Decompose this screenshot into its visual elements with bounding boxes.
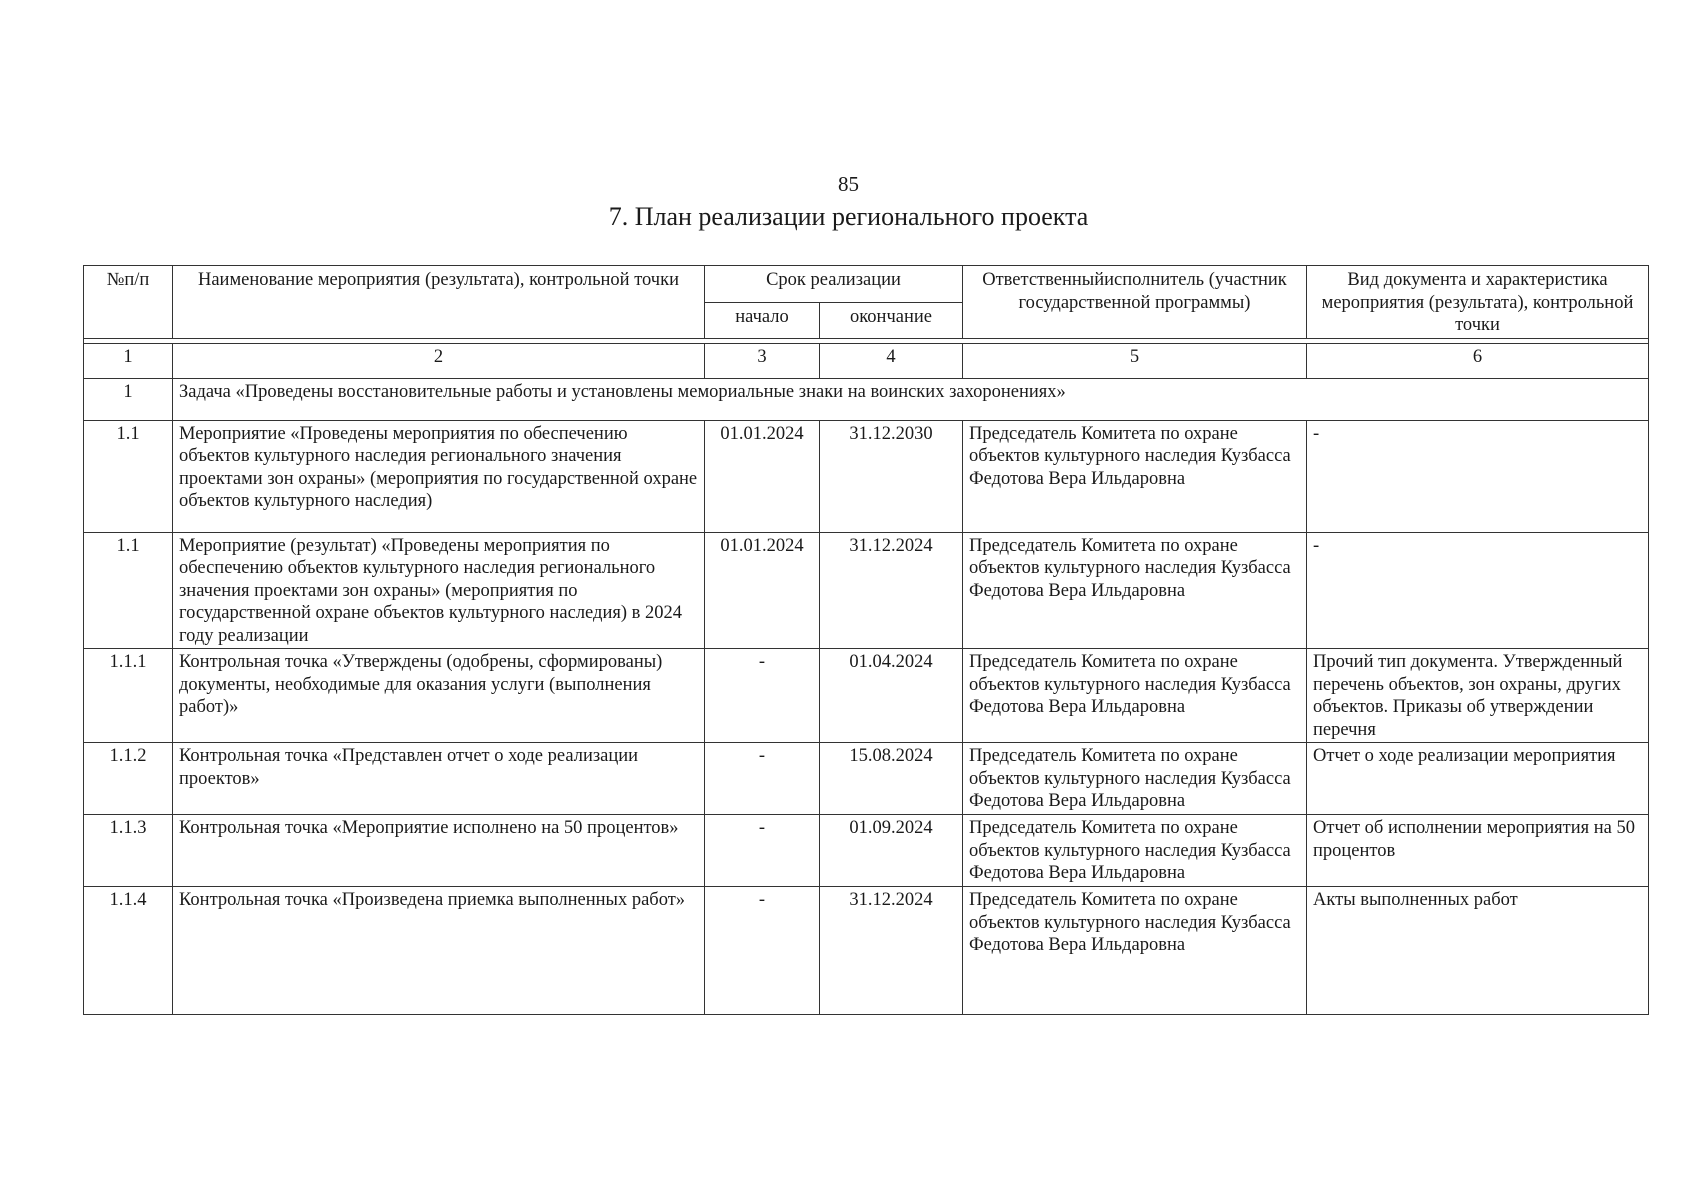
- table-row: [84, 532, 1649, 649]
- table-row: [84, 887, 1649, 1015]
- row-name: Мероприятие «Проведены мероприятия по обеспечению объектов культурного наследия регионального значения проектами зон охраны» (мероприятия по государственной охране объектов культурного наследия): [173, 420, 705, 532]
- row-num: 1.1.4: [84, 887, 173, 1015]
- column-number: 4: [820, 343, 963, 378]
- row-name: Контрольная точка «Представлен отчет о ходе реализации проектов»: [173, 743, 705, 815]
- column-number: 5: [963, 343, 1307, 378]
- row-num: 1.1: [84, 532, 173, 649]
- row-num: 1.1.1: [84, 649, 173, 743]
- row-responsible: Председатель Комитета по охране объектов культурного наследия Кузбасса Федотова Вера Ильдаровна: [963, 532, 1307, 649]
- header-end: окончание: [820, 302, 963, 338]
- row-end: 15.08.2024: [820, 743, 963, 815]
- row-start: -: [705, 743, 820, 815]
- row-responsible: Председатель Комитета по охране объектов культурного наследия Кузбасса Федотова Вера Ильдаровна: [963, 743, 1307, 815]
- page-title: 7. План реализации регионального проекта: [608, 202, 1089, 231]
- header-num: №п/п: [84, 266, 173, 339]
- table-row: [84, 420, 1649, 532]
- column-number: 1: [84, 343, 173, 378]
- table-body: [84, 343, 1649, 1015]
- task-text: Задача «Проведены восстановительные работы и установлены мемориальные знаки на воинских захоронениях»: [173, 378, 1649, 420]
- row-responsible: Председатель Комитета по охране объектов культурного наследия Кузбасса Федотова Вера Ильдаровна: [963, 887, 1307, 1015]
- row-end: 31.12.2024: [820, 532, 963, 649]
- row-name: Контрольная точка «Произведена приемка выполненных работ»: [173, 887, 705, 1015]
- row-doc: -: [1307, 420, 1649, 532]
- column-number: 2: [173, 343, 705, 378]
- column-number: 6: [1307, 343, 1649, 378]
- page-number: 85: [838, 172, 859, 196]
- row-name: Контрольная точка «Утверждены (одобрены, сформированы) документы, необходимые для оказания услуги (выполнения работ)»: [173, 649, 705, 743]
- row-doc: -: [1307, 532, 1649, 649]
- column-numbers-row: [84, 343, 1649, 378]
- table-row: [84, 743, 1649, 815]
- row-end: 01.09.2024: [820, 815, 963, 887]
- row-num: 1.1.2: [84, 743, 173, 815]
- row-start: -: [705, 815, 820, 887]
- row-end: 01.04.2024: [820, 649, 963, 743]
- row-doc: Акты выполненных работ: [1307, 887, 1649, 1015]
- header-name: Наименование мероприятия (результата), контрольной точки: [173, 266, 705, 339]
- row-start: -: [705, 649, 820, 743]
- row-name: Контрольная точка «Мероприятие исполнено на 50 процентов»: [173, 815, 705, 887]
- implementation-plan-table: [83, 265, 1649, 1015]
- header-responsible: Ответственныйисполнитель (участник государственной программы): [963, 266, 1307, 339]
- header-start: начало: [705, 302, 820, 338]
- table-row: [84, 815, 1649, 887]
- row-responsible: Председатель Комитета по охране объектов культурного наследия Кузбасса Федотова Вера Ильдаровна: [963, 649, 1307, 743]
- row-name: Мероприятие (результат) «Проведены мероприятия по обеспечению объектов культурного наследия регионального значения проектами зон охраны» (мероприятия по государственной охране объектов культурного наследия) в 2024 году реализации: [173, 532, 705, 649]
- row-responsible: Председатель Комитета по охране объектов культурного наследия Кузбасса Федотова Вера Ильдаровна: [963, 420, 1307, 532]
- row-start: 01.01.2024: [705, 532, 820, 649]
- row-responsible: Председатель Комитета по охране объектов культурного наследия Кузбасса Федотова Вера Ильдаровна: [963, 815, 1307, 887]
- task-row: [84, 378, 1649, 420]
- row-start: -: [705, 887, 820, 1015]
- row-end: 31.12.2030: [820, 420, 963, 532]
- row-doc: Отчет об исполнении мероприятия на 50 процентов: [1307, 815, 1649, 887]
- header-row: [84, 266, 1649, 303]
- row-end: 31.12.2024: [820, 887, 963, 1015]
- table-row: [84, 649, 1649, 743]
- column-number: 3: [705, 343, 820, 378]
- row-num: 1.1: [84, 420, 173, 532]
- row-doc: Отчет о ходе реализации мероприятия: [1307, 743, 1649, 815]
- task-num: 1: [84, 378, 173, 420]
- row-doc: Прочий тип документа. Утвержденный перечень объектов, зон охраны, других объектов. Приказы об утверждении перечня: [1307, 649, 1649, 743]
- row-num: 1.1.3: [84, 815, 173, 887]
- header-term: Срок реализации: [705, 266, 963, 303]
- header-doc: Вид документа и характеристика мероприятия (результата), контрольной точки: [1307, 266, 1649, 339]
- row-start: 01.01.2024: [705, 420, 820, 532]
